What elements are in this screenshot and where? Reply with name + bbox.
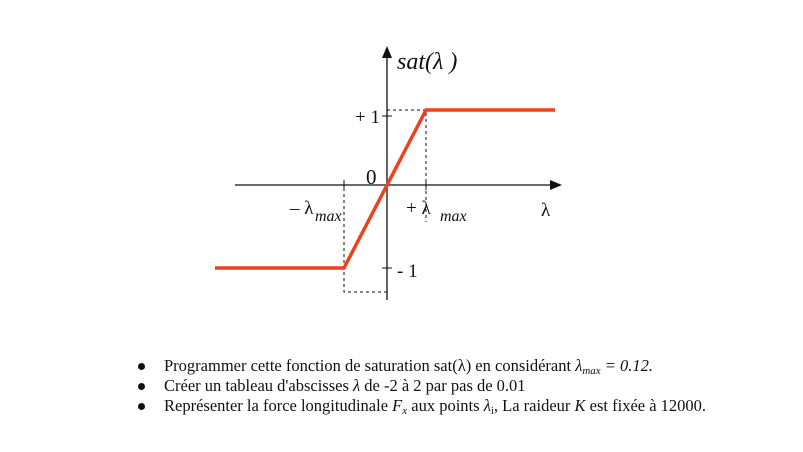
- bullet-dot: [138, 383, 145, 390]
- b2-prefix: Créer un tableau d'abscisses: [164, 376, 353, 395]
- bullet-item-2: [136, 376, 736, 396]
- b3-lsub: i: [490, 405, 494, 417]
- pos-max-sub: max: [440, 208, 467, 225]
- b3-K: K: [574, 396, 586, 415]
- zero-label: 0: [366, 165, 377, 189]
- bullet-item-1: [136, 356, 736, 376]
- b3-F: F: [392, 396, 403, 415]
- y-axis-label: sat(λ ): [397, 49, 458, 75]
- bullet-list: [136, 356, 736, 416]
- b3-prefix: Représenter la force longitudinale: [164, 396, 393, 415]
- neg-max-sub: max: [315, 208, 342, 225]
- b1-sub: max: [582, 365, 601, 377]
- b2-suffix: de -2 à 2 par pas de 0.01: [360, 376, 526, 395]
- plus-one-label: + 1: [355, 107, 380, 128]
- y-axis-arrow: [382, 46, 392, 58]
- b3-mid: aux points: [407, 396, 484, 415]
- b3-lambda: λ: [483, 396, 491, 415]
- b3-mid2: , La raideur: [493, 396, 575, 415]
- bullet-dot: [138, 403, 145, 410]
- b3-suffix: est fixée à 12000.: [585, 396, 707, 415]
- bullet-item-3: [136, 396, 736, 416]
- guide-lower: [344, 190, 387, 292]
- b3-Fsub: x: [402, 405, 408, 417]
- b2-lambda: λ: [353, 376, 361, 395]
- bullet-dot: [138, 363, 145, 370]
- pos-lambda-label: + λ: [406, 198, 431, 219]
- x-axis-arrow: [550, 180, 562, 190]
- saturation-curve: [215, 110, 555, 268]
- x-axis-label: λ: [541, 200, 551, 221]
- neg-lambda-label: – λ: [290, 198, 314, 219]
- b1-value: = 0.12.: [600, 356, 654, 375]
- minus-one-label: - 1: [397, 261, 418, 282]
- b1-lambda: λ: [575, 356, 583, 375]
- b1-prefix: Programmer cette fonction de saturation sat(λ) en considérant: [164, 356, 576, 375]
